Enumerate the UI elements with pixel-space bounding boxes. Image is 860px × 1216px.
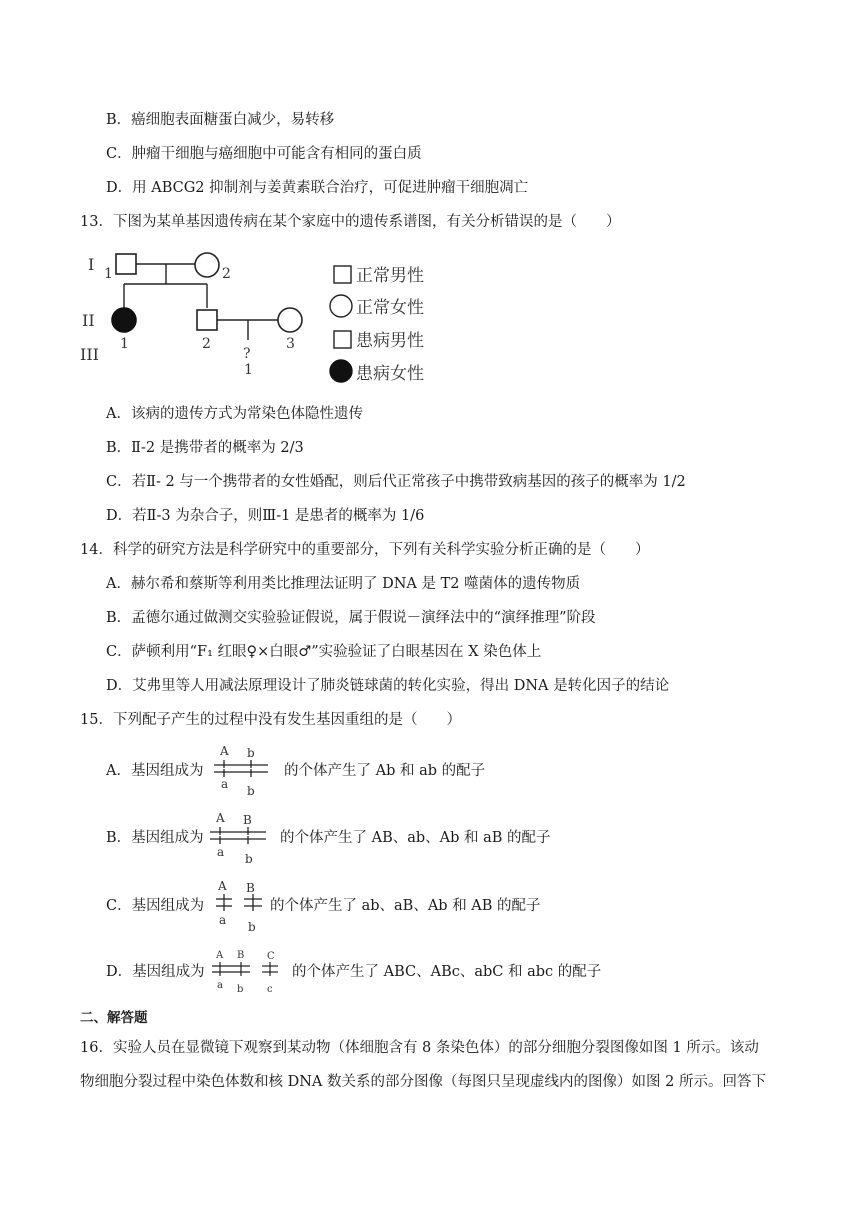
svg-text:b: b — [248, 920, 256, 934]
svg-text:A: A — [216, 950, 224, 961]
q16-line-2: 物细胞分裂过程中染色体数和核 DNA 数关系的部分图像（每图只呈现虚线内的图像）如图 2 所示。回答下 — [80, 1074, 766, 1090]
q15-stem: 15．下列配子产生的过程中没有发生基因重组的是（ ） — [80, 712, 461, 728]
q13-stem: 13．下图为某单基因遗传病在某个家庭中的遗传系谱图，有关分析错误的是（ ） — [80, 214, 621, 230]
q13-option-c: C．若Ⅱ- 2 与一个携带者的女性婚配，则后代正常孩子中携带致病基因的孩子的概率为 1/2 — [106, 474, 686, 490]
q15-option-c-suffix: 的个体产生了 ab、aB、Ab 和 AB 的配子 — [270, 898, 541, 914]
pedigree-figure — [76, 246, 446, 386]
ii1-affected-female — [112, 308, 136, 332]
ii2-normal-male — [197, 310, 217, 330]
q15-option-b-prefix: B．基因组成为 — [106, 830, 204, 846]
svg-text:b: b — [237, 984, 244, 995]
q15-option-c-prefix: C．基因组成为 — [106, 898, 205, 914]
svg-text:b: b — [247, 746, 255, 760]
ii3-normal-female — [278, 308, 302, 332]
q15-option-a-suffix: 的个体产生了 Ab 和 ab 的配子 — [284, 763, 486, 779]
svg-text:a: a — [221, 777, 229, 791]
q13-option-d: D．若Ⅱ-3 为杂合子，则Ⅲ-1 是患者的概率为 1/6 — [106, 508, 425, 524]
svg-text:2: 2 — [222, 266, 231, 282]
q15-option-a-genotype — [212, 742, 272, 798]
q16-line-1: 16．实验人员在显微镜下观察到某动物（体细胞含有 8 条染色体）的部分细胞分裂图像如图 1 所示。该动 — [80, 1040, 759, 1056]
q15-option-b-suffix: 的个体产生了 AB、ab、Ab 和 aB 的配子 — [280, 830, 551, 846]
svg-text:C: C — [267, 951, 275, 962]
svg-text:1: 1 — [120, 336, 129, 352]
q14-option-c: C．萨顿利用“F₁ 红眼♀×白眼♂”实验验证了白眼基因在 X 染色体上 — [106, 644, 542, 660]
svg-text:a: a — [217, 845, 225, 859]
svg-text:1: 1 — [244, 362, 253, 378]
q13-option-b: B．Ⅱ-2 是携带者的概率为 2/3 — [106, 440, 304, 456]
i2-normal-female — [195, 253, 219, 277]
q15-option-a-prefix: A．基因组成为 — [106, 763, 204, 779]
svg-text:3: 3 — [286, 336, 295, 352]
svg-text:B: B — [246, 881, 255, 895]
q15-option-c-genotype — [212, 876, 268, 934]
svg-text:A: A — [218, 879, 227, 893]
q15-option-d-suffix: 的个体产生了 ABC、ABc、abC 和 abc 的配子 — [292, 964, 602, 980]
q15-option-d-genotype — [210, 946, 286, 998]
svg-text:B: B — [243, 813, 252, 827]
gen-label-ii: II — [82, 311, 95, 330]
i1-normal-male — [116, 254, 136, 274]
q12-option-d: D．用 ABCG2 抑制剂与姜黄素联合治疗，可促进肿瘤干细胞凋亡 — [106, 180, 529, 196]
legend-affected-male: 患病男性 — [356, 331, 424, 351]
svg-text:c: c — [267, 984, 273, 995]
q14-stem: 14．科学的研究方法是科学研究中的重要部分，下列有关科学实验分析正确的是（ ） — [80, 542, 650, 558]
q13-option-a: A．该病的遗传方式为常染色体隐性遗传 — [106, 406, 363, 422]
q14-option-b: B．孟德尔通过做测交实验验证假说，属于假说－演绎法中的“演绎推理”阶段 — [106, 610, 596, 626]
svg-text:A: A — [220, 744, 229, 758]
q15-option-b-genotype — [208, 808, 270, 866]
legend-normal-female: 正常女性 — [356, 298, 424, 318]
q14-option-d: D．艾弗里等人用减法原理设计了肺炎链球菌的转化实验，得出 DNA 是转化因子的结论 — [106, 678, 670, 694]
svg-text:A: A — [216, 811, 225, 825]
svg-text:B: B — [237, 950, 245, 961]
q15-option-d-prefix: D．基因组成为 — [106, 964, 205, 980]
svg-text:a: a — [217, 980, 223, 991]
gen-label-iii: III — [80, 345, 99, 364]
gen-label-i: I — [88, 255, 95, 274]
q14-option-a: A．赫尔希和蔡斯等利用类比推理法证明了 DNA 是 T2 噬菌体的遗传物质 — [106, 576, 581, 592]
svg-text:a: a — [219, 913, 227, 927]
iii1-unknown: ? — [243, 346, 251, 362]
svg-text:2: 2 — [202, 336, 211, 352]
q12-option-c: C．肿瘤干细胞与癌细胞中可能含有相同的蛋白质 — [106, 146, 422, 162]
svg-text:1: 1 — [104, 266, 113, 282]
q12-option-b: B．癌细胞表面糖蛋白减少，易转移 — [106, 112, 335, 128]
svg-text:b: b — [245, 852, 253, 866]
section-title: 二、解答题 — [80, 1010, 148, 1026]
legend-affected-female: 患病女性 — [356, 364, 424, 384]
legend-normal-male: 正常男性 — [356, 266, 424, 286]
svg-text:b: b — [247, 784, 255, 798]
